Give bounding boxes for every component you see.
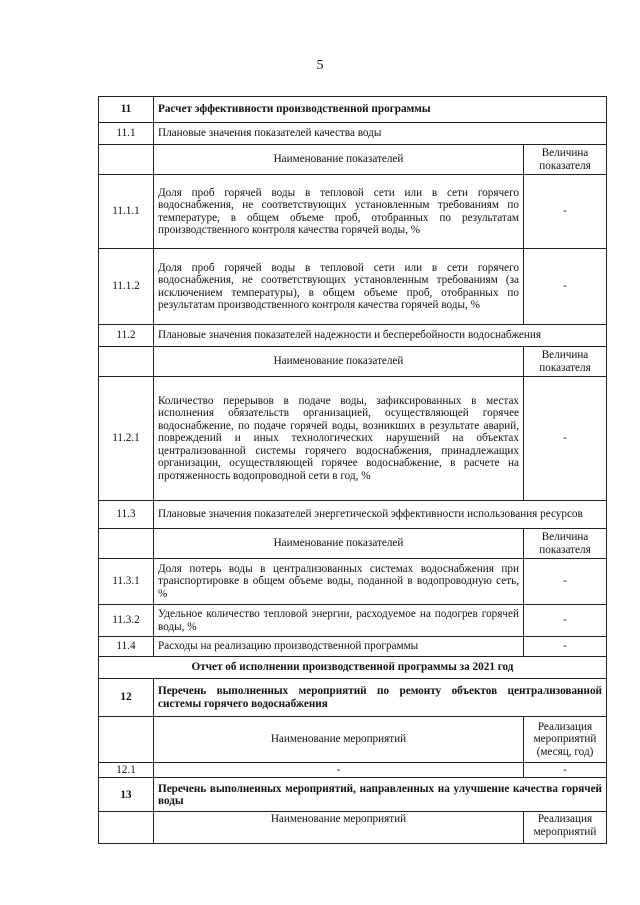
indicator-value: - bbox=[524, 559, 607, 605]
section-11-1-row bbox=[99, 123, 607, 145]
column-header-name: Наименование показателей bbox=[154, 529, 524, 559]
table-row bbox=[99, 605, 607, 637]
column-header-name: Наименование показателей bbox=[154, 145, 524, 175]
row-number: 11.1.2 bbox=[99, 249, 154, 325]
section-11-row bbox=[99, 97, 607, 123]
program-table bbox=[98, 96, 607, 844]
row-number: 11.2.1 bbox=[99, 377, 154, 501]
section-number: 11.3 bbox=[99, 501, 154, 529]
table-row bbox=[99, 763, 607, 778]
empty-cell bbox=[99, 145, 154, 175]
empty-cell bbox=[99, 347, 154, 377]
row-number: 12.1 bbox=[99, 763, 154, 778]
section-number: 11.1 bbox=[99, 123, 154, 145]
row-number: 11.3.1 bbox=[99, 559, 154, 605]
section-number: 11.2 bbox=[99, 325, 154, 347]
indicator-text: Доля проб горячей воды в тепловой сети или в сети горячего водоснабжения, не соответствующих установленным требованиям по температуре, в общем объеме проб, отобранных по результатам производственного контроля качества горячей воды, % bbox=[154, 175, 524, 249]
column-header-name: Наименование мероприятий bbox=[154, 812, 524, 844]
row-number: 11.4 bbox=[99, 637, 154, 657]
column-header-row bbox=[99, 717, 607, 763]
indicator-value: - bbox=[524, 377, 607, 501]
section-title: Перечень выполненных мероприятий, направленных на улучшение качества горячей воды bbox=[154, 778, 607, 812]
indicator-text: Доля проб горячей воды в тепловой сети или в сети горячего водоснабжения, не соответствующих установленным требованиям (за исключением температуры), в общем объеме проб, отобранных по результатам производственного контроля качества горячей воды, % bbox=[154, 249, 524, 325]
section-12-row bbox=[99, 679, 607, 717]
indicator-value: - bbox=[524, 175, 607, 249]
section-title: Плановые значения показателей энергетической эффективности использования ресурсов bbox=[154, 501, 607, 529]
section-11-3-row bbox=[99, 501, 607, 529]
row-number: 11.1.1 bbox=[99, 175, 154, 249]
activity-text: - bbox=[154, 763, 524, 778]
column-header-name: Наименование показателей bbox=[154, 347, 524, 377]
section-13-row bbox=[99, 778, 607, 812]
section-number: 13 bbox=[99, 778, 154, 812]
report-title: Отчет об исполнении производственной программы за 2021 год bbox=[99, 657, 607, 679]
section-number: 11 bbox=[99, 97, 154, 123]
section-title: Плановые значения показателей надежности и бесперебойности водоснабжения bbox=[154, 325, 607, 347]
indicator-text: Удельное количество тепловой энергии, расходуемое на подогрев горячей воды, % bbox=[154, 605, 524, 637]
column-header-row bbox=[99, 529, 607, 559]
row-number: 11.3.2 bbox=[99, 605, 154, 637]
column-header-value: Реализация мероприятий bbox=[524, 812, 607, 844]
activity-value: - bbox=[524, 763, 607, 778]
section-title: Расчет эффективности производственной программы bbox=[154, 97, 607, 123]
column-header-value: Величина показателя bbox=[524, 347, 607, 377]
table-row bbox=[99, 175, 607, 249]
table-row bbox=[99, 559, 607, 605]
column-header-value: Реализация мероприятий (месяц, год) bbox=[524, 717, 607, 763]
table-row bbox=[99, 249, 607, 325]
column-header-name: Наименование мероприятий bbox=[154, 717, 524, 763]
table-row bbox=[99, 377, 607, 501]
indicator-text: Доля потерь воды в централизованных системах водоснабжения при транспортировке в общем объеме воды, поданной в водопроводную сеть, % bbox=[154, 559, 524, 605]
column-header-row bbox=[99, 347, 607, 377]
indicator-value: - bbox=[524, 249, 607, 325]
section-title: Перечень выполненных мероприятий по ремонту объектов централизованной системы горячего водоснабжения bbox=[154, 679, 607, 717]
empty-cell bbox=[99, 529, 154, 559]
table-row bbox=[99, 637, 607, 657]
indicator-text: Количество перерывов в подаче воды, зафиксированных в местах исполнения обязательств организацией, осуществляющей горячее водоснабжение, по подаче горячей воды, возникших в результате аварий, повреждений и иных технологических нарушений на объектах централизованной системы горячего водоснабжения, принадлежащих организации, осуществляющей горячее водоснабжение, в расчете на протяженность водопроводной сети в год, % bbox=[154, 377, 524, 501]
column-header-value: Величина показателя bbox=[524, 529, 607, 559]
section-number: 12 bbox=[99, 679, 154, 717]
column-header-row bbox=[99, 145, 607, 175]
report-title-row bbox=[99, 657, 607, 679]
empty-cell bbox=[99, 812, 154, 844]
indicator-value: - bbox=[524, 605, 607, 637]
empty-cell bbox=[99, 717, 154, 763]
indicator-text: Расходы на реализацию производственной программы bbox=[154, 637, 524, 657]
page-number: 5 bbox=[316, 58, 324, 73]
column-header-row bbox=[99, 812, 607, 844]
indicator-value: - bbox=[524, 637, 607, 657]
column-header-value: Величина показателя bbox=[524, 145, 607, 175]
section-title: Плановые значения показателей качества воды bbox=[154, 123, 607, 145]
section-11-2-row bbox=[99, 325, 607, 347]
